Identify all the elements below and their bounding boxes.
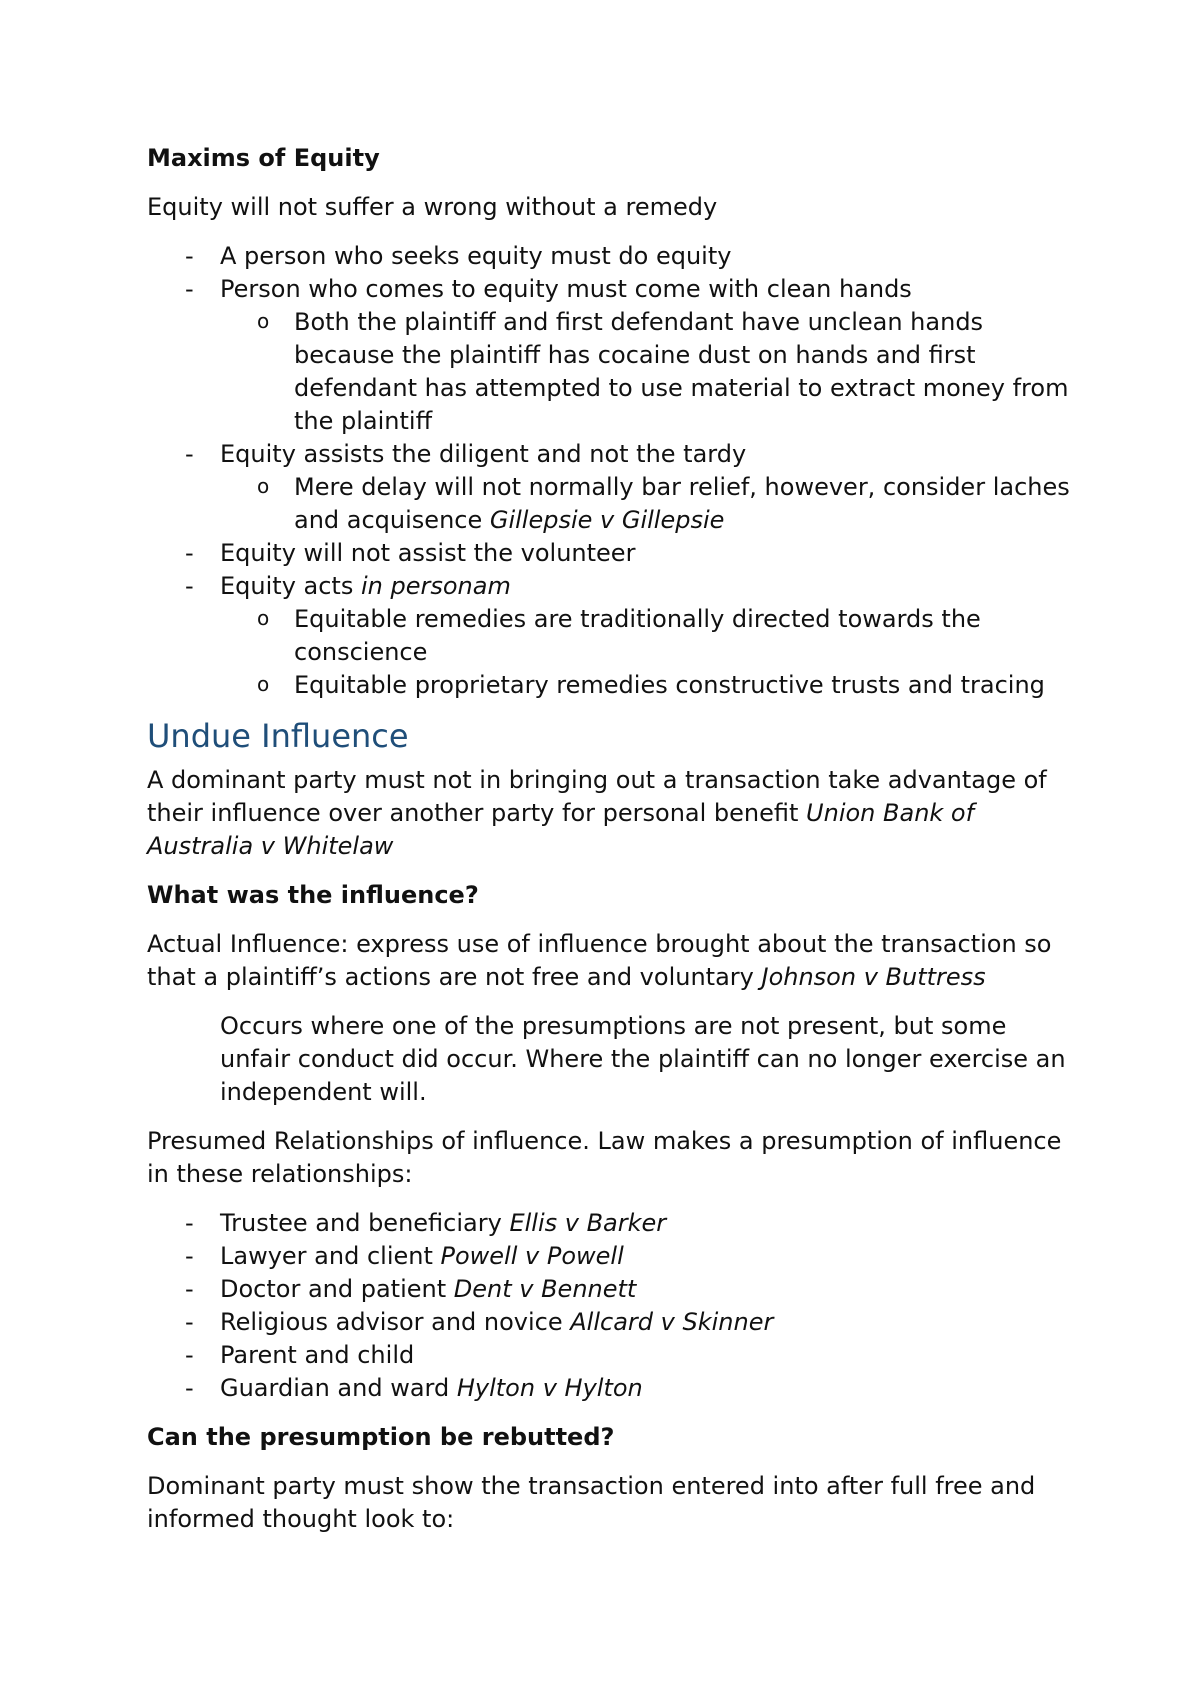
list-item: - Guardian and ward Hylton v Hylton — [147, 1372, 1077, 1405]
rebut-paragraph: Dominant party must show the transaction entered into after full free and informed thought look to: — [147, 1472, 1036, 1533]
presumed-paragraph: Presumed Relationships of influence. Law makes a presumption of influence in these relationships: — [147, 1127, 1062, 1188]
question-heading: Can the presumption be rebutted? — [147, 1423, 615, 1451]
list-item: - Religious advisor and novice Allcard v Skinner — [147, 1306, 1077, 1339]
occurs-paragraph: Occurs where one of the presumptions are not present, but some unfair conduct did occur. Where the plaintiff can no longer exercise an independent will. — [220, 1012, 1066, 1106]
case-citation: Johnson v Buttress — [761, 963, 986, 991]
list-item: - A person who seeks equity must do equity — [147, 240, 1077, 273]
document-body — [147, 142, 1077, 1536]
sub-list-item: o Equitable proprietary remedies constructive trusts and tracing — [147, 669, 1077, 702]
list-item: - Lawyer and client Powell v Powell — [147, 1240, 1077, 1273]
list-item: - Person who comes to equity must come with clean hands — [147, 273, 1077, 306]
actual-influence-paragraph: Actual Influence: express use of influence brought about the transaction so that a plaintiff’s actions are not free and voluntary Johnson v Buttress — [147, 930, 1052, 991]
question-heading: What was the influence? — [147, 881, 479, 909]
case-citation: Union Bank of Australia v Whitelaw — [147, 799, 975, 860]
undue-intro: A dominant party must not in bringing out a transaction take advantage of their influence over another party for personal benefit Union Bank of Australia v Whitelaw — [147, 766, 1047, 860]
list-item: - Parent and child — [147, 1339, 1077, 1372]
maxims-heading: Maxims of Equity — [147, 144, 380, 172]
maxims-intro: Equity will not suffer a wrong without a remedy — [147, 193, 718, 221]
maxims-list — [147, 240, 1077, 702]
case-citation: Gillepsie v Gillepsie — [489, 506, 725, 534]
list-item: - Equity acts in personam — [147, 570, 1077, 603]
sub-list-item: o Both the plaintiff and first defendant have unclean hands because the plaintiff has cocaine dust on hands and first defendant has attempted to use material to extract money from the plaintiff — [147, 306, 1077, 438]
list-item: - Trustee and beneficiary Ellis v Barker — [147, 1207, 1077, 1240]
list-item: - Equity assists the diligent and not the tardy — [147, 438, 1077, 471]
relationships-list — [147, 1207, 1077, 1405]
list-item: - Equity will not assist the volunteer — [147, 537, 1077, 570]
list-item: - Doctor and patient Dent v Bennett — [147, 1273, 1077, 1306]
sub-list-item: o Mere delay will not normally bar relief, however, consider laches and acquisence Gillepsie v Gillepsie — [147, 471, 1077, 537]
undue-influence-heading: Undue Influence — [147, 717, 409, 755]
sub-list-item: o Equitable remedies are traditionally directed towards the conscience — [147, 603, 1077, 669]
